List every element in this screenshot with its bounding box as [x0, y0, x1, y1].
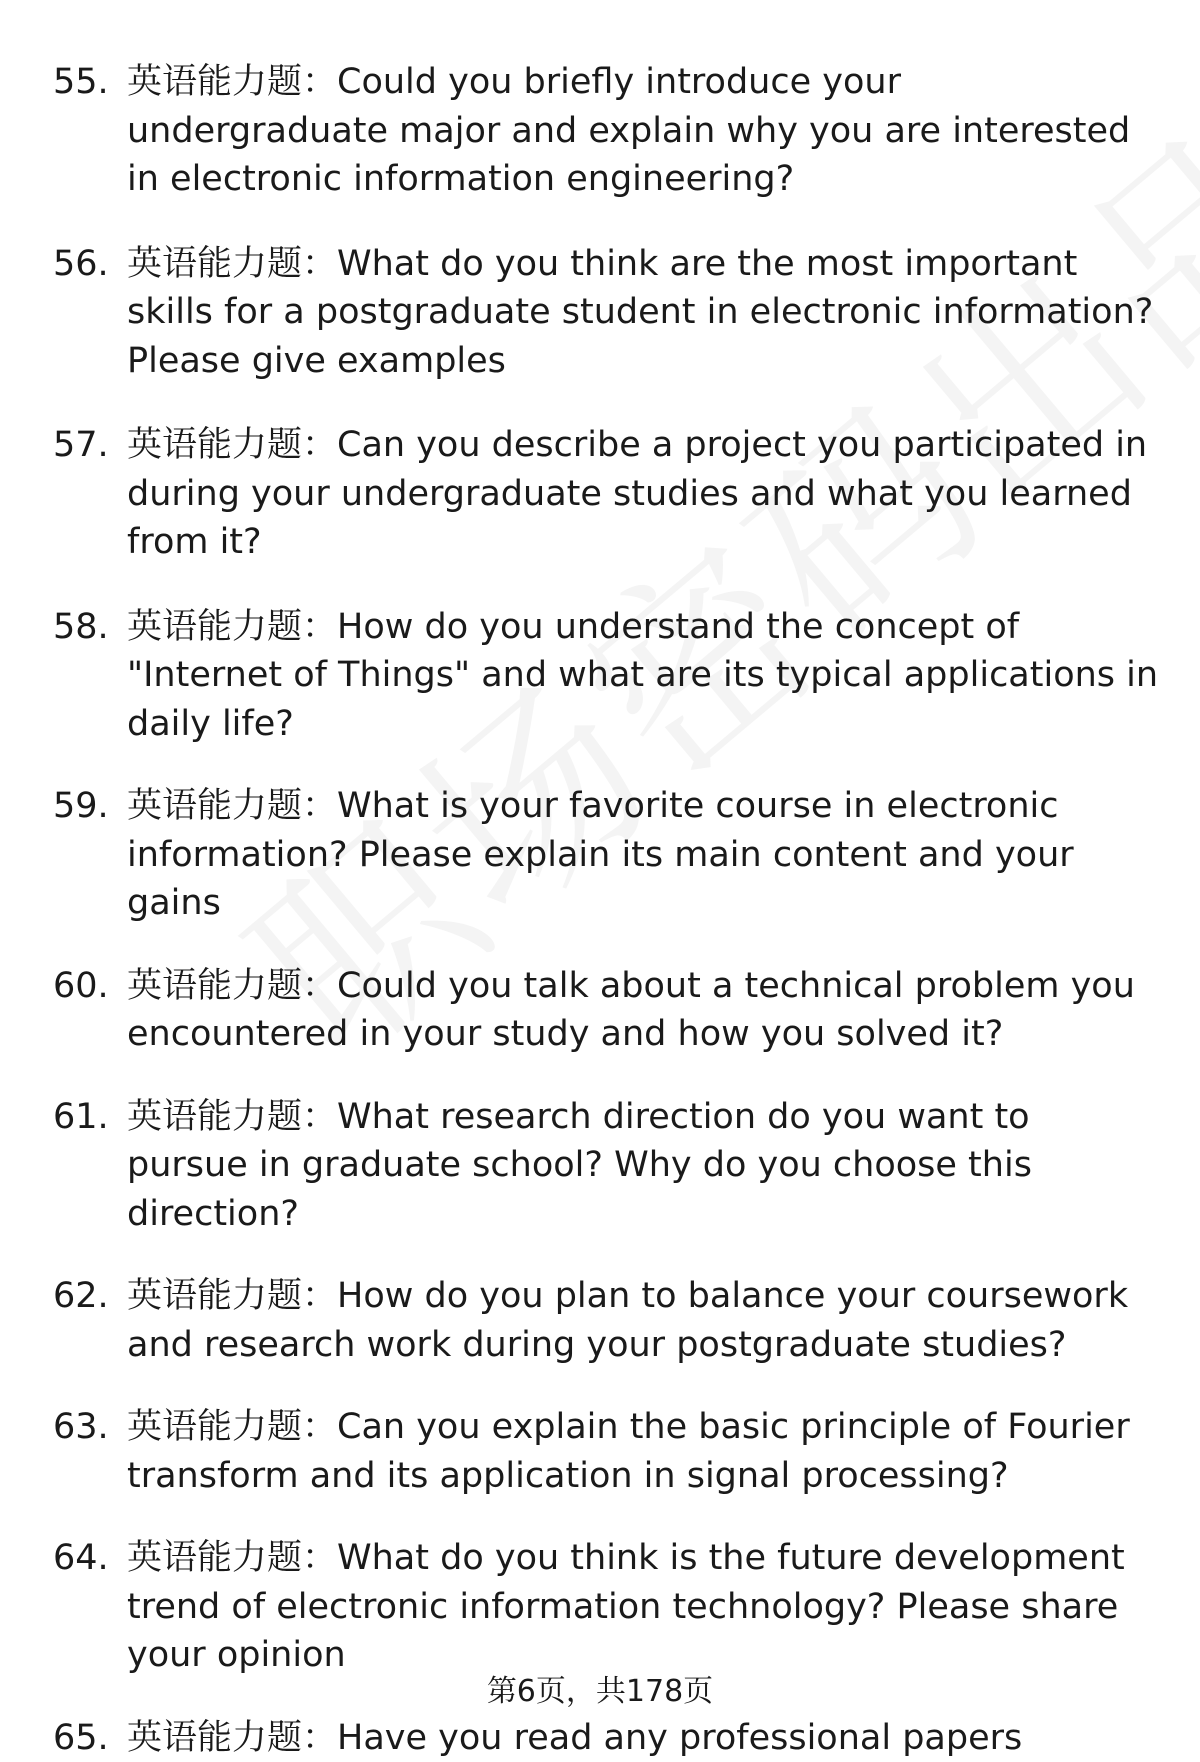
- question-text: Can you describe a project you participated in during your undergraduate studies and what you learned from it?: [127, 425, 1147, 562]
- question-item: [0, 1272, 1200, 1369]
- question-tag: 英语能力题：: [127, 62, 337, 102]
- question-item: [0, 58, 1200, 204]
- question-text: What do you think are the most important skills for a postgraduate student in electronic information? Please give examples: [127, 244, 1153, 381]
- question-item: [0, 1403, 1200, 1500]
- question-item: [0, 421, 1200, 567]
- question-number: 62.: [53, 1272, 109, 1321]
- question-tag: 英语能力题：: [127, 425, 337, 465]
- question-item: [0, 782, 1200, 928]
- question-number: 55.: [53, 58, 109, 107]
- question-number: 59.: [53, 782, 109, 831]
- page-footer: [0, 1672, 1200, 1712]
- question-text: How do you understand the concept of "Internet of Things" and what are its typical applications in daily life?: [127, 607, 1158, 744]
- question-number: 60.: [53, 962, 109, 1011]
- question-number: 57.: [53, 421, 109, 470]
- question-text: Have you read any professional papers: [337, 1718, 1022, 1758]
- question-tag: 英语能力题：: [127, 1407, 337, 1447]
- question-item: [0, 962, 1200, 1059]
- question-text: Can you explain the basic principle of Fourier transform and its application in signal processing?: [127, 1407, 1130, 1496]
- question-list: [0, 58, 1200, 1762]
- question-text: How do you plan to balance your coursework and research work during your postgraduate studies?: [127, 1276, 1128, 1365]
- question-tag: 英语能力题：: [127, 1097, 337, 1137]
- question-tag: 英语能力题：: [127, 244, 337, 284]
- question-number: 61.: [53, 1093, 109, 1142]
- question-tag: 英语能力题：: [127, 607, 337, 647]
- question-text: Could you briefly introduce your undergraduate major and explain why you are interested in electronic information engineering?: [127, 62, 1130, 199]
- question-item: [0, 240, 1200, 386]
- question-number: 64.: [53, 1534, 109, 1583]
- question-text: What is your favorite course in electronic information? Please explain its main content and your gains: [127, 786, 1074, 923]
- question-text: Could you talk about a technical problem you encountered in your study and how you solved it?: [127, 966, 1135, 1055]
- question-number: 63.: [53, 1403, 109, 1452]
- question-item: [0, 1093, 1200, 1239]
- question-tag: 英语能力题：: [127, 1276, 337, 1316]
- question-number: 65.: [53, 1714, 109, 1762]
- question-item: [0, 1534, 1200, 1680]
- page-number: 第6页，共178页: [487, 1674, 713, 1709]
- question-text: What do you think is the future development trend of electronic information technology? Please share your opinion: [127, 1538, 1125, 1675]
- question-text: What research direction do you want to pursue in graduate school? Why do you choose this direction?: [127, 1097, 1032, 1234]
- question-item: [0, 603, 1200, 749]
- question-number: 58.: [53, 603, 109, 652]
- question-tag: 英语能力题：: [127, 1538, 337, 1578]
- question-tag: 英语能力题：: [127, 786, 337, 826]
- question-tag: 英语能力题：: [127, 1718, 337, 1758]
- question-number: 56.: [53, 240, 109, 289]
- question-tag: 英语能力题：: [127, 966, 337, 1006]
